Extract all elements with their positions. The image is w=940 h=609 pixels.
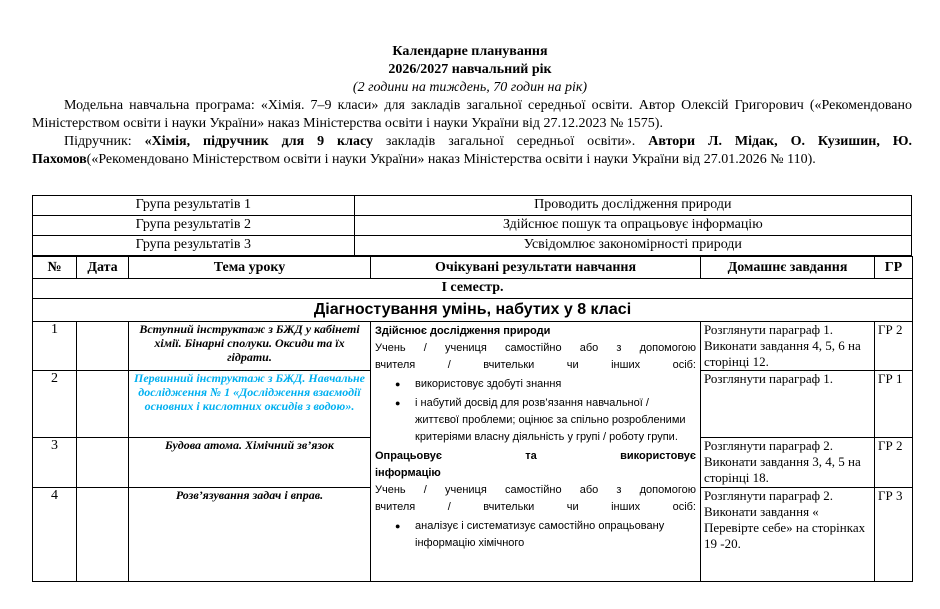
semester-heading: I семестр. bbox=[33, 279, 913, 299]
group-label: Група результатів 1 bbox=[33, 196, 355, 216]
lesson-group: ГР 1 bbox=[875, 371, 913, 438]
doc-title: Календарне планування bbox=[392, 44, 548, 59]
group-value: Усвідомлює закономірності природи bbox=[354, 236, 911, 256]
textbook-paragraph: Підручник: «Хімія, підручник для 9 класу закладів загальної середньої освіти». Автори Л. Мідак, О. Кузишин, Ю. Пахомов(«Рекомендовано Міністерством освіти і науки України» наказ Міністерства освіти і науки України від 27.01.2026 № 110). bbox=[32, 134, 913, 167]
lesson-date bbox=[77, 488, 129, 582]
group-value: Здійснює пошук та опрацьовує інформацію bbox=[354, 216, 911, 236]
program-paragraph: Модельна навчальна програма: «Хімія. 7–9 класи» для закладів загальної середньої освіти. Автор Олексій Григорович («Рекомендовано Міністерством освіти і науки України» наказ Міністерства освіти і науки України від 27.12.2023 № 1575). bbox=[32, 98, 912, 131]
results-groups-table bbox=[32, 195, 912, 256]
list-item: ● і набутий досвід для розв’язання навчальної / життєвої проблеми; оцінює за спільно розробленими критеріями власну діяльність у групі / роботу групи. bbox=[415, 395, 696, 446]
group-row bbox=[33, 196, 912, 216]
results-heading: Опрацьовує та використовує bbox=[375, 450, 696, 462]
lesson-topic: Будова атома. Хімічний зв’язок bbox=[129, 438, 371, 488]
lesson-number: 1 bbox=[33, 322, 77, 371]
col-number-header: № bbox=[33, 257, 77, 279]
results-heading: Здійснює дослідження природи bbox=[375, 325, 551, 337]
lesson-number: 3 bbox=[33, 438, 77, 488]
group-row bbox=[33, 216, 912, 236]
lesson-topic: Вступний інструктаж з БЖД у кабінеті хімії. Бінарні сполуки. Оксиди та їх гідрати. bbox=[129, 322, 371, 371]
results-list bbox=[375, 518, 696, 552]
lesson-group: ГР 2 bbox=[875, 438, 913, 488]
lesson-number: 2 bbox=[33, 371, 77, 438]
lesson-topic: Первинний інструктаж з БЖД. Навчальне дослідження № 1 «Дослідження взаємодії основних і кислотних оксидів з водою». bbox=[129, 371, 371, 438]
lesson-number: 4 bbox=[33, 488, 77, 582]
group-row bbox=[33, 236, 912, 256]
list-item: ● використовує здобуті знання bbox=[415, 376, 696, 393]
lessons-table bbox=[32, 256, 913, 582]
table-header-row bbox=[33, 257, 913, 279]
col-topic-header: Тема уроку bbox=[129, 257, 371, 279]
lesson-group: ГР 2 bbox=[875, 322, 913, 371]
expected-results: Здійснює дослідження природи Учень / учениця самостійно або з допомогою вчителя / вчительки чи інших осіб: ● використовує здобуті знання ● і набутий досвід для розв’язання навчальної / життєвої проблеми; оцінює за спільно розробленими критеріями власну діяльність у групі / роботу групи. Опрацьовує та використовує інформацію Учень / учениця самостійно або з допомогою вчителя / вчительки чи інших осіб: ● аналізує і систематизує самостійно опрацьовану інформацію хімічного bbox=[371, 322, 701, 582]
lesson-date bbox=[77, 438, 129, 488]
lesson-homework: Розглянути параграф 1. bbox=[701, 371, 875, 438]
academic-year: 2026/2027 навчальний рік bbox=[388, 62, 552, 77]
group-label: Група результатів 2 bbox=[33, 216, 355, 236]
lesson-group: ГР 3 bbox=[875, 488, 913, 582]
lesson-topic: Розв’язування задач і вправ. bbox=[129, 488, 371, 582]
lesson-homework: Розглянути параграф 1. Виконати завдання 4, 5, 6 на сторінці 12. bbox=[701, 322, 875, 371]
list-item: ● аналізує і систематизує самостійно опрацьовану інформацію хімічного bbox=[415, 518, 696, 552]
lesson-homework: Розглянути параграф 2. Виконати завдання « Перевірте себе» на сторінках 19 -20. bbox=[701, 488, 875, 582]
results-list bbox=[375, 376, 696, 446]
col-results-header: Очікувані результати навчання bbox=[371, 257, 701, 279]
lesson-homework: Розглянути параграф 2. Виконати завдання 3, 4, 5 на сторінці 18. bbox=[701, 438, 875, 488]
col-homework-header: Домашнє завдання bbox=[701, 257, 875, 279]
section-heading: Діагностування умінь, набутих у 8 класі bbox=[33, 299, 913, 322]
col-group-header: ГР bbox=[875, 257, 913, 279]
lesson-date bbox=[77, 322, 129, 371]
col-date-header: Дата bbox=[77, 257, 129, 279]
group-label: Група результатів 3 bbox=[33, 236, 355, 256]
table-row bbox=[33, 322, 913, 371]
group-value: Проводить дослідження природи bbox=[354, 196, 911, 216]
lesson-date bbox=[77, 371, 129, 438]
hours-note: (2 години на тиждень, 70 годин на рік) bbox=[352, 80, 588, 95]
